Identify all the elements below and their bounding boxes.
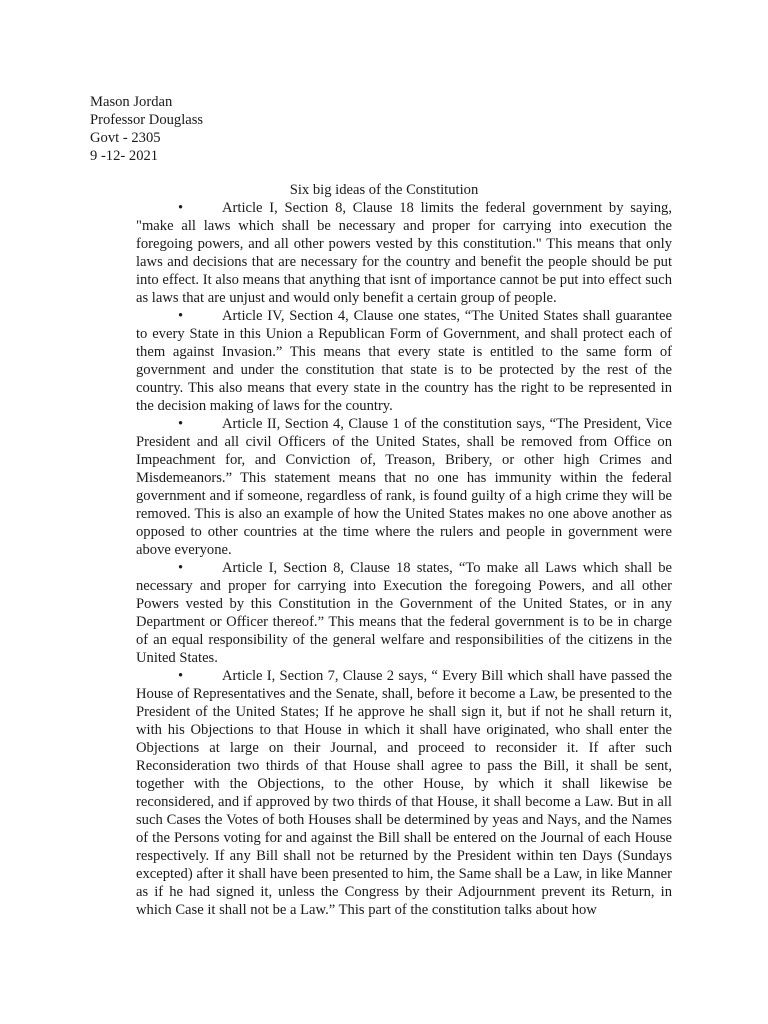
idea-item [136, 307, 672, 415]
idea-item [136, 415, 672, 559]
bullet-marker: • [178, 308, 184, 324]
document-date: 9 -12- 2021 [90, 148, 159, 164]
document-header [90, 93, 203, 165]
bullet-marker: • [178, 560, 184, 576]
idea-list [136, 199, 672, 919]
bullet-marker: • [178, 416, 184, 432]
idea-item [136, 199, 672, 307]
student-name: Mason Jordan [90, 94, 173, 110]
bullet-marker: • [178, 668, 184, 684]
professor-name: Professor Douglass [90, 112, 204, 128]
idea-text: Article IV, Section 4, Clause one states, “The United States shall guarantee to every State in this Union a Republican Form of Government, and shall protect each of them against Invasion.” This means that every state is entitled to the same form of government and under the constitution that state is to be protected by the rest of the country. This also means that every state in the country has the right to be represented in the decision making of laws for the country. [136, 308, 672, 414]
idea-text: Article I, Section 8, Clause 18 limits the federal government by saying, "make all laws which shall be necessary and proper for carrying into execution the foregoing powers, and all other powers vested by this constitution." This means that only laws and decisions that are necessary for the country and benefit the people should be put into effect. It also means that anything that isnt of importance cannot be put into effect such as laws that are unjust and would only benefit a certain group of people. [136, 200, 672, 306]
course-code: Govt - 2305 [90, 130, 161, 146]
idea-text: Article I, Section 8, Clause 18 states, “To make all Laws which shall be necessary and proper for carrying into Execution the foregoing Powers, and all other Powers vested by this Constitution in the Government of the United States, or in any Department or Officer thereof.” This means that the federal government is to be in charge of an equal responsibility of the general welfare and responsibilities of the citizens in the United States. [136, 560, 672, 666]
idea-item [136, 667, 672, 919]
document-title: Six big ideas of the Constitution [289, 182, 479, 198]
idea-item [136, 559, 672, 667]
idea-text: Article II, Section 4, Clause 1 of the constitution says, “The President, Vice President and all civil Officers of the United States, shall be removed from Office on Impeachment for, and Conviction of, Treason, Bribery, or other high Crimes and Misdemeanors.” This statement means that no one has immunity within the federal government and if someone, regardless of rank, is found guilty of a high crime they will be removed. This is also an example of how the United States makes no one above another as opposed to other countries at the time where the rulers and people in government were above everyone. [136, 416, 672, 558]
idea-text: Article I, Section 7, Clause 2 says, “ Every Bill which shall have passed the House of Representatives and the Senate, shall, before it become a Law, be presented to the President of the United States; If he approve he shall sign it, but if not he shall return it, with his Objections to that House in which it shall have originated, who shall enter the Objections at large on their Journal, and proceed to reconsider it. If after such Reconsideration two thirds of that House shall agree to pass the Bill, it shall be sent, together with the Objections, to the other House, by which it shall likewise be reconsidered, and if approved by two thirds of that House, it shall become a Law. But in all such Cases the Votes of both Houses shall be determined by yeas and Nays, and the Names of the Persons voting for and against the Bill shall be entered on the Journal of each House respectively. If any Bill shall not be returned by the President within ten Days (Sundays excepted) after it shall have been presented to him, the Same shall be a Law, in like Manner as if he had signed it, unless the Congress by their Adjournment prevent its Return, in which Case it shall not be a Law.” This part of the constitution talks about how [136, 668, 672, 918]
bullet-marker: • [178, 200, 184, 216]
